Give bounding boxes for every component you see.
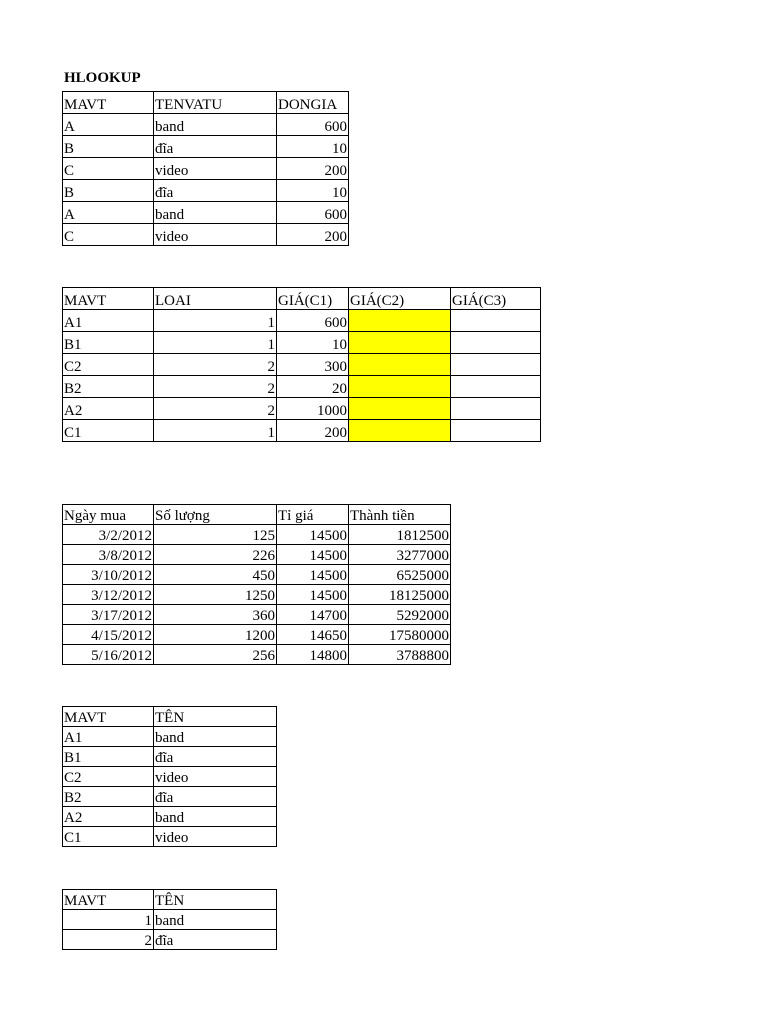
cell-mavt[interactable]: B2 [63, 787, 154, 807]
cell-mavt[interactable]: C1 [63, 420, 154, 442]
table-row [63, 910, 277, 930]
cell-gia-c1[interactable]: 300 [277, 354, 349, 376]
header-cell[interactable]: MAVT [63, 890, 154, 910]
header-cell[interactable]: TENVATU [154, 92, 277, 114]
cell-loai[interactable]: 2 [154, 398, 277, 420]
name-lookup-table [62, 706, 277, 847]
cell-loai[interactable]: 1 [154, 420, 277, 442]
cell-mavt[interactable]: C1 [63, 827, 154, 847]
cell-rate[interactable]: 14500 [277, 565, 349, 585]
table-row [63, 376, 541, 398]
table-row [63, 930, 277, 950]
table-row [63, 180, 349, 202]
cell-ten[interactable]: band [154, 910, 277, 930]
cell-ten[interactable]: đĩa [154, 787, 277, 807]
cell-gia-c3[interactable] [451, 354, 541, 376]
cell-date[interactable]: 5/16/2012 [63, 645, 154, 665]
header-cell[interactable]: LOAI [154, 288, 277, 310]
cell-rate[interactable]: 14500 [277, 545, 349, 565]
cell-mavt[interactable]: A1 [63, 310, 154, 332]
price-table [62, 91, 349, 246]
cell-gia-c2[interactable] [349, 398, 451, 420]
header-cell[interactable]: Số lượng [154, 505, 277, 525]
cell-mavt[interactable]: B [63, 180, 154, 202]
header-cell[interactable]: Thành tiền [349, 505, 451, 525]
table-row [63, 525, 451, 545]
cell-gia-c3[interactable] [451, 376, 541, 398]
table-row [63, 807, 277, 827]
table-row [63, 224, 349, 246]
table-row [63, 332, 541, 354]
cell-dongia[interactable]: 10 [277, 180, 349, 202]
cell-quantity[interactable]: 360 [154, 605, 277, 625]
table-row [63, 310, 541, 332]
header-cell[interactable]: DONGIA [277, 92, 349, 114]
page-title: HLOOKUP [64, 70, 141, 86]
table-row [63, 787, 277, 807]
cell-date[interactable]: 3/10/2012 [63, 565, 154, 585]
table-row [63, 136, 349, 158]
header-row [63, 890, 277, 910]
cell-rate[interactable]: 14500 [277, 525, 349, 545]
cell-ten[interactable]: video [154, 767, 277, 787]
cell-gia-c3[interactable] [451, 398, 541, 420]
header-cell[interactable]: TÊN [154, 707, 277, 727]
cell-amount[interactable]: 18125000 [349, 585, 451, 605]
cell-gia-c1[interactable]: 20 [277, 376, 349, 398]
cell-gia-c2[interactable] [349, 310, 451, 332]
cell-mavt[interactable]: A2 [63, 807, 154, 827]
cell-gia-c1[interactable]: 10 [277, 332, 349, 354]
cell-quantity[interactable]: 256 [154, 645, 277, 665]
cell-mavt[interactable]: A [63, 202, 154, 224]
table-row [63, 158, 349, 180]
header-cell[interactable]: GIÁ(C2) [349, 288, 451, 310]
cell-date[interactable]: 3/2/2012 [63, 525, 154, 545]
cell-tenvatu[interactable]: video [154, 224, 277, 246]
table-row [63, 545, 451, 565]
cell-amount[interactable]: 17580000 [349, 625, 451, 645]
cell-loai[interactable]: 2 [154, 376, 277, 398]
cell-amount[interactable]: 3788800 [349, 645, 451, 665]
cell-mavt[interactable]: B [63, 136, 154, 158]
cell-ten[interactable]: đĩa [154, 747, 277, 767]
header-cell[interactable]: GIÁ(C1) [277, 288, 349, 310]
cell-gia-c1[interactable]: 200 [277, 420, 349, 442]
cell-tenvatu[interactable]: band [154, 202, 277, 224]
category-price-table [62, 287, 541, 442]
table-row [63, 625, 451, 645]
cell-ten[interactable]: band [154, 807, 277, 827]
cell-ten[interactable]: đĩa [154, 930, 277, 950]
cell-tenvatu[interactable]: đĩa [154, 136, 277, 158]
cell-dongia[interactable]: 200 [277, 224, 349, 246]
cell-amount[interactable]: 3277000 [349, 545, 451, 565]
cell-gia-c3[interactable] [451, 420, 541, 442]
cell-quantity[interactable]: 450 [154, 565, 277, 585]
cell-gia-c2[interactable] [349, 420, 451, 442]
cell-date[interactable]: 3/8/2012 [63, 545, 154, 565]
header-row [63, 92, 349, 114]
cell-gia-c3[interactable] [451, 310, 541, 332]
cell-date[interactable]: 4/15/2012 [63, 625, 154, 645]
table-row [63, 585, 451, 605]
cell-rate[interactable]: 14700 [277, 605, 349, 625]
table-row [63, 605, 451, 625]
cell-mavt[interactable]: C2 [63, 767, 154, 787]
cell-mavt[interactable]: 2 [63, 930, 154, 950]
cell-quantity[interactable]: 125 [154, 525, 277, 545]
cell-date[interactable]: 3/12/2012 [63, 585, 154, 605]
table-row [63, 645, 451, 665]
table-row [63, 398, 541, 420]
cell-dongia[interactable]: 10 [277, 136, 349, 158]
cell-mavt[interactable]: C2 [63, 354, 154, 376]
cell-mavt[interactable]: B1 [63, 747, 154, 767]
cell-quantity[interactable]: 1250 [154, 585, 277, 605]
table-row [63, 727, 277, 747]
header-cell[interactable]: Tỉ giá [277, 505, 349, 525]
table-row [63, 354, 541, 376]
header-cell[interactable]: GIÁ(C3) [451, 288, 541, 310]
cell-rate[interactable]: 14500 [277, 585, 349, 605]
header-cell[interactable]: MAVT [63, 707, 154, 727]
cell-dongia[interactable]: 600 [277, 202, 349, 224]
cell-quantity[interactable]: 1200 [154, 625, 277, 645]
cell-gia-c2[interactable] [349, 332, 451, 354]
cell-mavt[interactable]: C [63, 224, 154, 246]
cell-date[interactable]: 3/17/2012 [63, 605, 154, 625]
cell-mavt[interactable]: C [63, 158, 154, 180]
cell-dongia[interactable]: 200 [277, 158, 349, 180]
cell-mavt[interactable]: B1 [63, 332, 154, 354]
cell-amount[interactable]: 6525000 [349, 565, 451, 585]
header-row [63, 707, 277, 727]
header-cell[interactable]: TÊN [154, 890, 277, 910]
table-row [63, 767, 277, 787]
cell-gia-c2[interactable] [349, 376, 451, 398]
table-row [63, 827, 277, 847]
cell-gia-c2[interactable] [349, 354, 451, 376]
cell-ten[interactable]: video [154, 827, 277, 847]
cell-mavt[interactable]: A [63, 114, 154, 136]
cell-rate[interactable]: 14650 [277, 625, 349, 645]
header-cell[interactable]: MAVT [63, 288, 154, 310]
cell-mavt[interactable]: 1 [63, 910, 154, 930]
cell-dongia[interactable]: 600 [277, 114, 349, 136]
table-row [63, 114, 349, 136]
header-row [63, 288, 541, 310]
cell-mavt[interactable]: A2 [63, 398, 154, 420]
purchase-table [62, 504, 451, 665]
cell-amount[interactable]: 1812500 [349, 525, 451, 545]
cell-tenvatu[interactable]: band [154, 114, 277, 136]
cell-gia-c1[interactable]: 1000 [277, 398, 349, 420]
cell-loai[interactable]: 1 [154, 332, 277, 354]
cell-loai[interactable]: 1 [154, 310, 277, 332]
table-row [63, 202, 349, 224]
cell-rate[interactable]: 14800 [277, 645, 349, 665]
cell-tenvatu[interactable]: video [154, 158, 277, 180]
cell-gia-c1[interactable]: 600 [277, 310, 349, 332]
numeric-lookup-table [62, 889, 277, 950]
cell-mavt[interactable]: A1 [63, 727, 154, 747]
cell-gia-c3[interactable] [451, 332, 541, 354]
cell-quantity[interactable]: 226 [154, 545, 277, 565]
header-cell[interactable]: MAVT [63, 92, 154, 114]
cell-amount[interactable]: 5292000 [349, 605, 451, 625]
header-cell[interactable]: Ngày mua [63, 505, 154, 525]
cell-mavt[interactable]: B2 [63, 376, 154, 398]
cell-loai[interactable]: 2 [154, 354, 277, 376]
table-row [63, 420, 541, 442]
table-row [63, 747, 277, 767]
cell-ten[interactable]: band [154, 727, 277, 747]
cell-tenvatu[interactable]: đĩa [154, 180, 277, 202]
table-row [63, 565, 451, 585]
header-row [63, 505, 451, 525]
